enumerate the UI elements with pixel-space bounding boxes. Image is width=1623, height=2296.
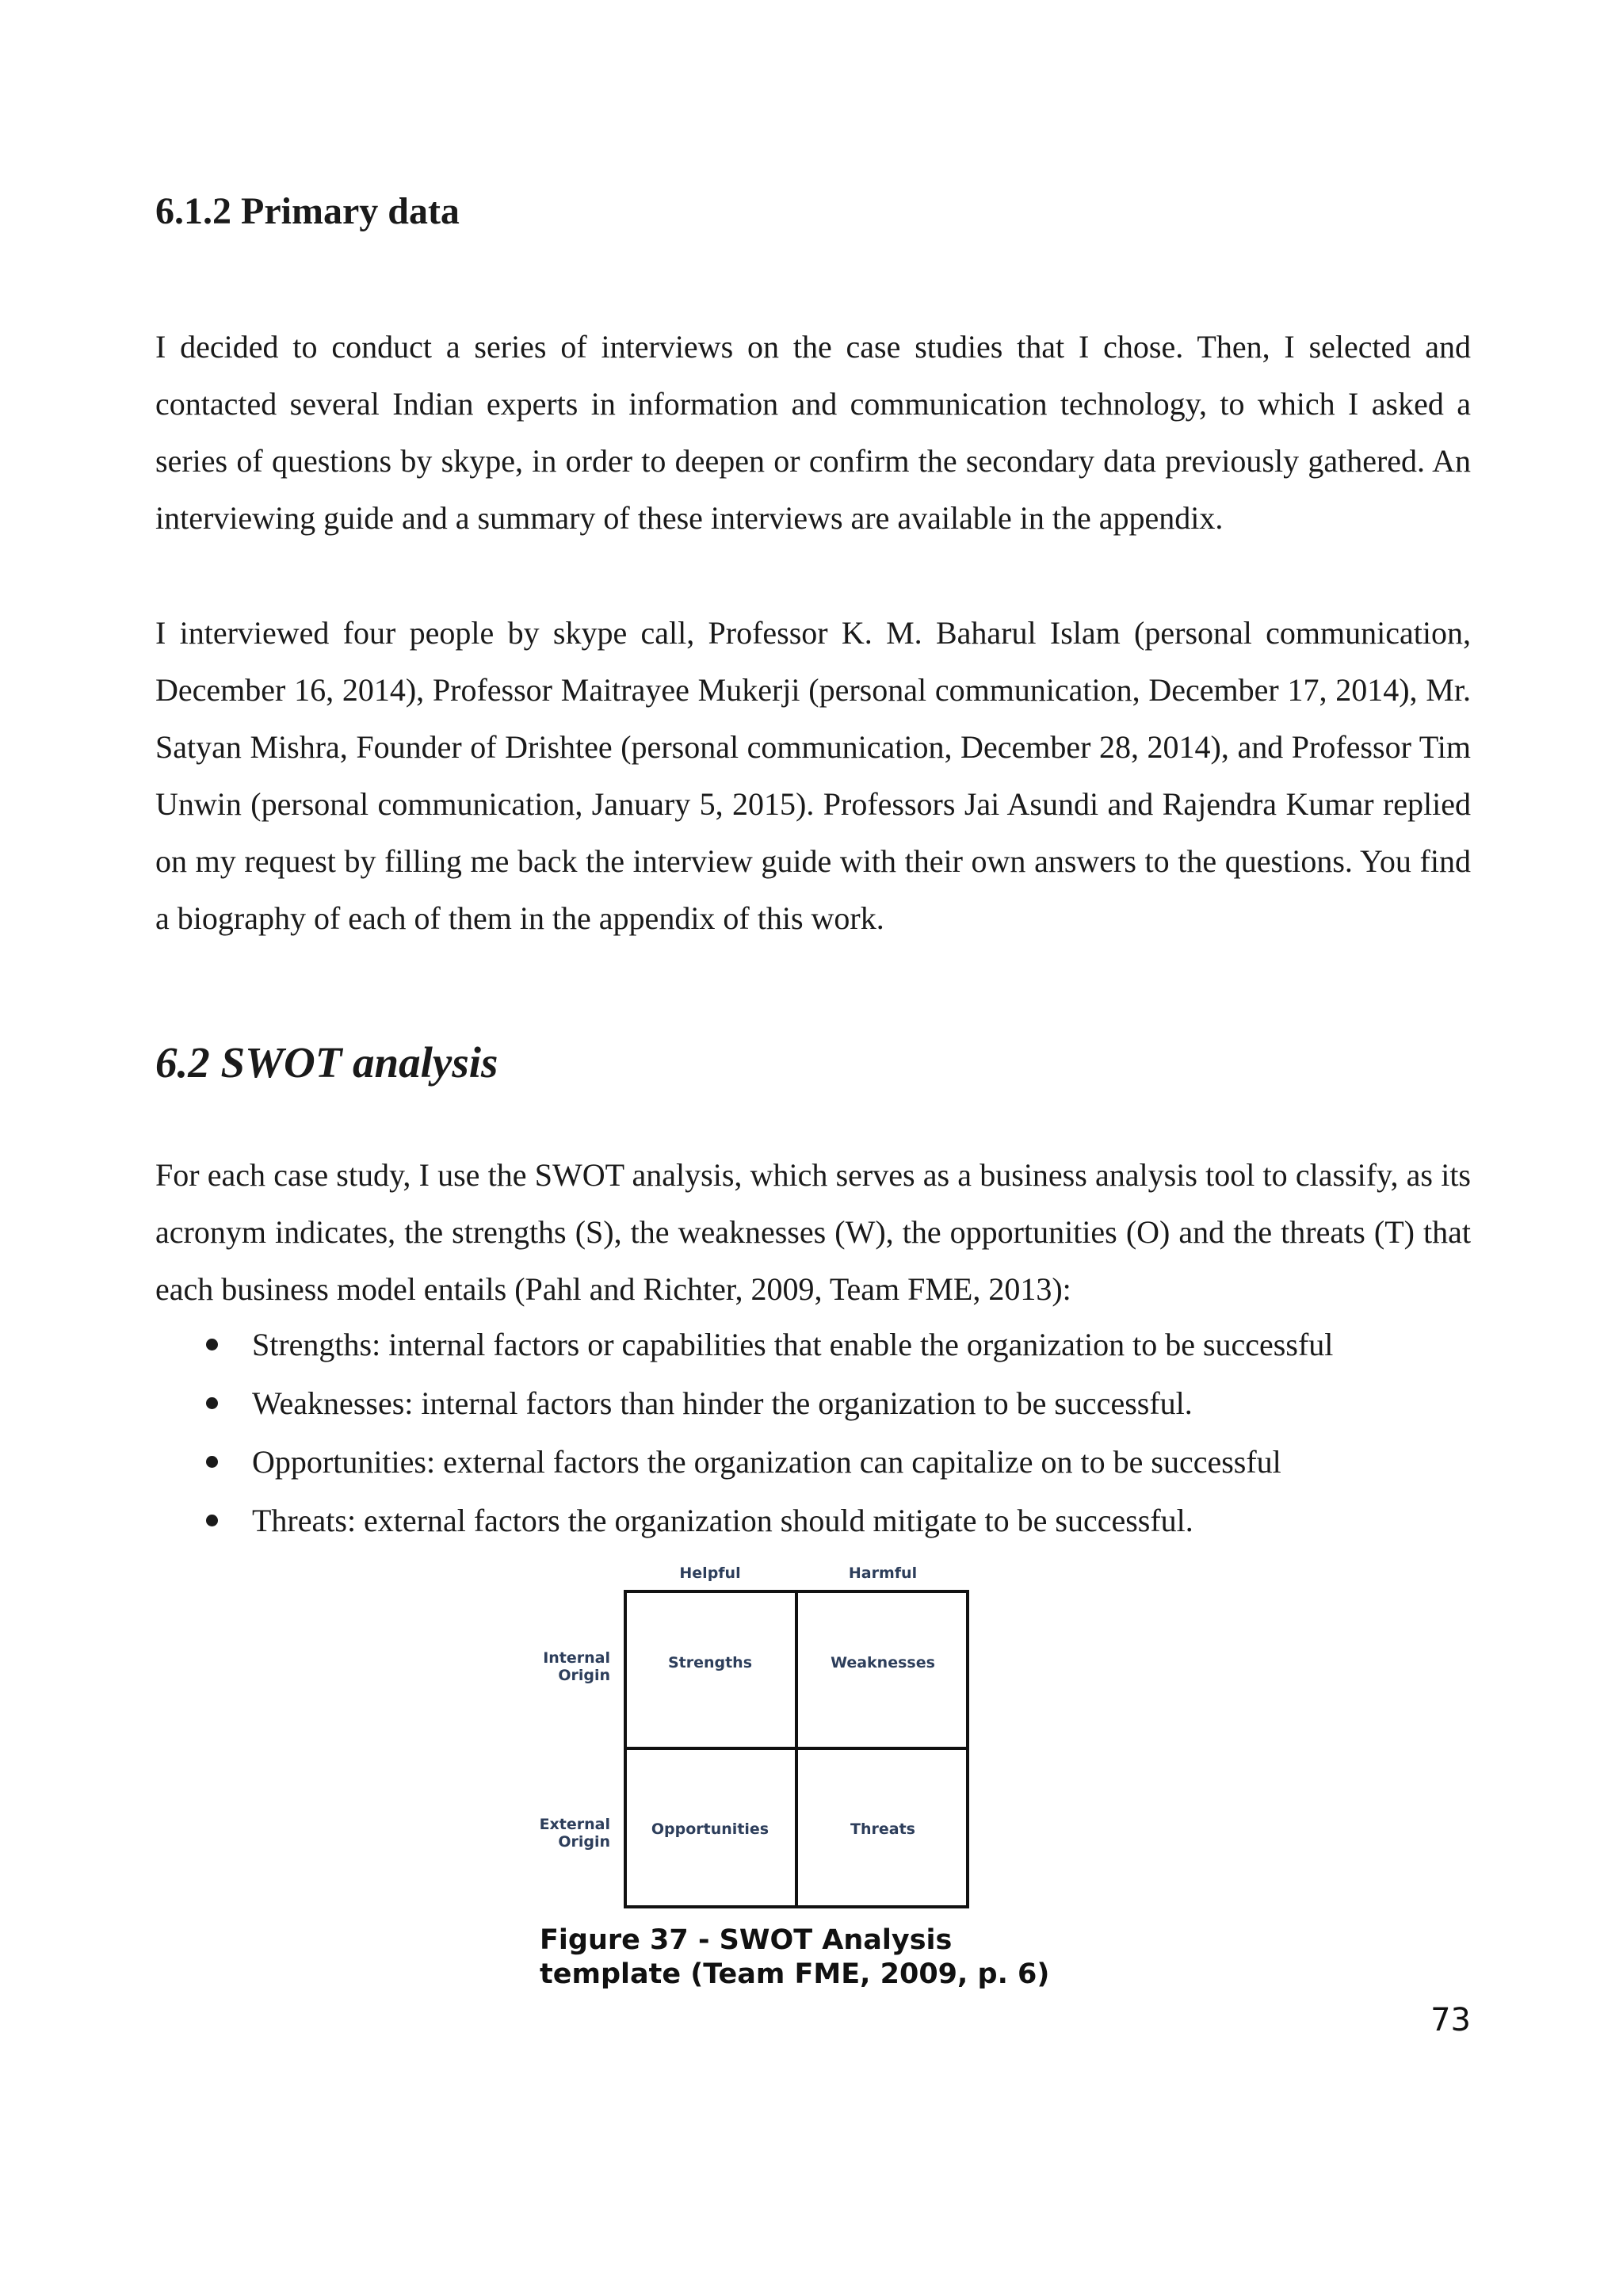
row-label-line: Origin <box>558 1833 610 1851</box>
figure-caption-line: Figure 37 - SWOT Analysis <box>540 1924 953 1956</box>
grid-divider-horizontal <box>624 1747 969 1750</box>
row-label-line: Origin <box>558 1667 610 1684</box>
list-item-text: Opportunities: external factors the organization can capitalize on to be successful <box>252 1444 1281 1480</box>
page-number: 73 <box>1430 2002 1471 2038</box>
figure-caption <box>540 1924 1094 1992</box>
figure-caption-line: template (Team FME, 2009, p. 6) <box>540 1958 1050 1990</box>
swot-bullet-list <box>155 1316 1471 1550</box>
list-item <box>155 1374 1471 1433</box>
bullet-icon <box>206 1515 218 1526</box>
list-item <box>155 1492 1471 1550</box>
column-label-harmful: Harmful <box>848 1564 918 1582</box>
row-label-line: Internal <box>543 1649 610 1667</box>
cell-opportunities: Opportunities <box>651 1820 769 1838</box>
row-label-external-origin <box>515 1816 610 1851</box>
row-label-internal-origin <box>515 1649 610 1684</box>
cell-threats: Threats <box>850 1820 915 1838</box>
paragraph-interviewees: I interviewed four people by skype call, Professor K. M. Baharul Islam (personal communication, December 16, 2014), Professor Maitrayee Mukerji (personal communication, December 17, 2014), Mr. Satyan Mishra, Founder of Drishtee (personal communication, December 28, 2014), and Professor Tim Unwin (personal communication, January 5, 2015). Professors Jai Asundi and Rajendra Kumar replied on my request by filling me back the interview guide with their own answers to the questions. You find a biography of each of them in the appendix of this work. <box>155 615 1471 936</box>
column-label-helpful: Helpful <box>679 1564 741 1582</box>
list-item-text: Weaknesses: internal factors than hinder the organization to be successful. <box>252 1385 1193 1421</box>
list-item <box>155 1316 1471 1374</box>
bullet-icon <box>206 1397 218 1409</box>
section-heading-primary-data: 6.1.2 Primary data <box>155 190 460 232</box>
list-item-text: Strengths: internal factors or capabilities that enable the organization to be successful <box>252 1327 1334 1362</box>
cell-weaknesses: Weaknesses <box>831 1654 935 1671</box>
paragraph-swot-intro: For each case study, I use the SWOT analysis, which serves as a business analysis tool to classify, as its acronym indicates, the strengths (S), the weaknesses (W), the opportunities (O) and the threats (T) that each business model entails (Pahl and Richter, 2009, Team FME, 2013): <box>155 1157 1471 1307</box>
list-item-text: Threats: external factors the organization should mitigate to be successful. <box>252 1503 1193 1538</box>
bullet-icon <box>206 1456 218 1468</box>
paragraph-interviews: I decided to conduct a series of interviews on the case studies that I chose. Then, I selected and contacted several Indian experts in information and communication technology, to which I asked a series of questions by skype, in order to deepen or confirm the secondary data previously gathered. An interviewing guide and a summary of these interviews are available in the appendix. <box>155 329 1471 536</box>
section-heading-swot: 6.2 SWOT analysis <box>155 1038 498 1087</box>
list-item <box>155 1433 1471 1492</box>
bullet-icon <box>206 1339 218 1350</box>
row-label-line: External <box>539 1816 610 1833</box>
cell-strengths: Strengths <box>667 1654 753 1671</box>
